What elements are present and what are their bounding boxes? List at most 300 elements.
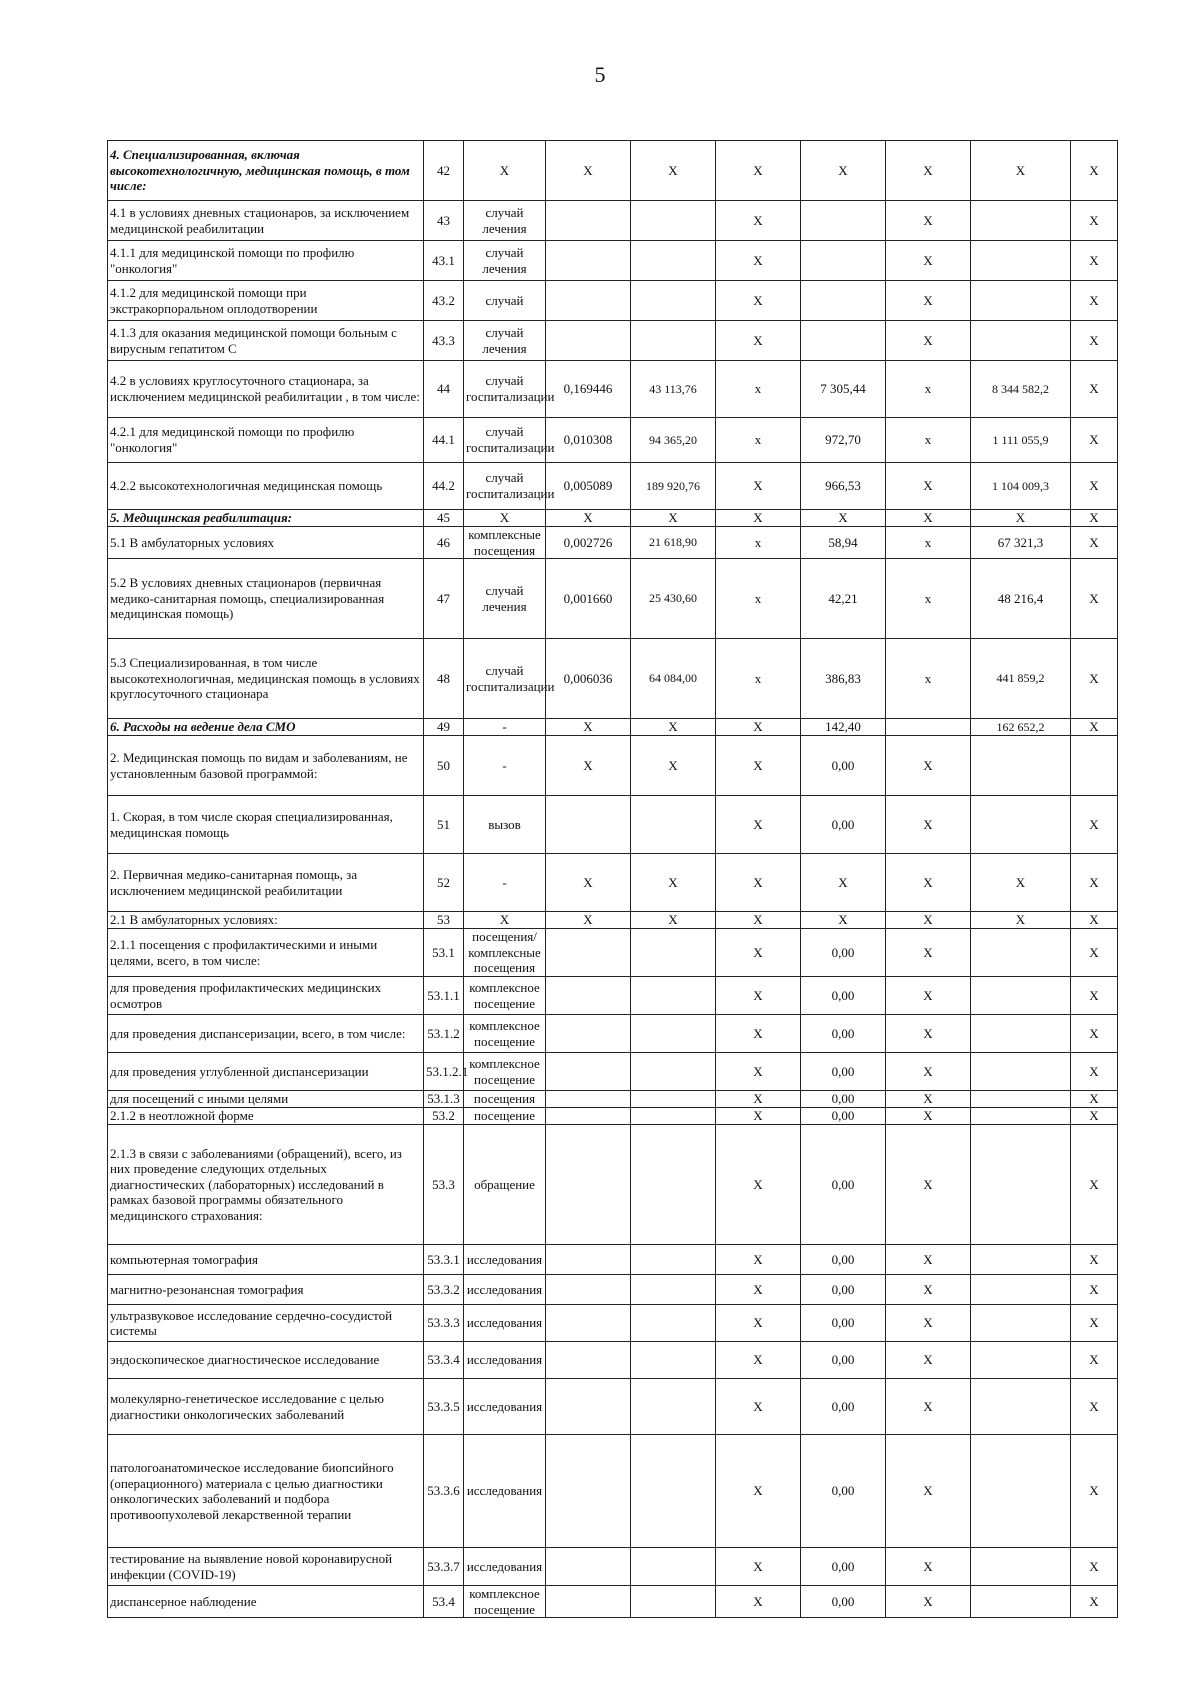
value-cell-c3: х: [716, 639, 801, 719]
row-name-cell: 5.2 В условиях дневных стационаров (первичная медико-санитарная помощь, специализированная медицинская помощь): [108, 559, 424, 639]
value-cell-c4: 972,70: [801, 418, 886, 463]
value-cell-c1: Х: [546, 736, 631, 796]
value-cell-c6: Х: [971, 141, 1071, 201]
value-cell-c3: х: [716, 527, 801, 559]
row-number-cell: 42: [424, 141, 464, 201]
value-cell-c5: Х: [886, 1091, 971, 1108]
table-row: [108, 241, 1118, 281]
row-number-cell: 52: [424, 854, 464, 912]
value-cell-c2: [631, 1245, 716, 1275]
value-cell-c3: х: [716, 559, 801, 639]
table-row: [108, 1245, 1118, 1275]
value-cell-c7: Х: [1071, 854, 1118, 912]
value-cell-c3: Х: [716, 241, 801, 281]
value-cell-c7: Х: [1071, 639, 1118, 719]
value-cell-c3: Х: [716, 1125, 801, 1245]
row-number-cell: 44: [424, 361, 464, 418]
row-name-cell: 2.1.3 в связи с заболеваниями (обращений), всего, из них проведение следующих отдельных диагностических (лабораторных) исследований в рамках базовой программы обязательного медицинского страхования:: [108, 1125, 424, 1245]
row-number-cell: 53.4: [424, 1586, 464, 1618]
value-cell-c3: Х: [716, 1275, 801, 1305]
value-cell-c3: х: [716, 361, 801, 418]
table-row: [108, 418, 1118, 463]
table-row: [108, 639, 1118, 719]
table-row: [108, 510, 1118, 527]
value-cell-c3: Х: [716, 1053, 801, 1091]
row-name-cell: тестирование на выявление новой коронавирусной инфекции (COVID-19): [108, 1548, 424, 1586]
table-row: [108, 796, 1118, 854]
table-row: [108, 361, 1118, 418]
value-cell-c1: 0,010308: [546, 418, 631, 463]
value-cell-c4: 0,00: [801, 1091, 886, 1108]
value-cell-c3: Х: [716, 1435, 801, 1548]
value-cell-c7: Х: [1071, 1435, 1118, 1548]
value-cell-c3: Х: [716, 201, 801, 241]
value-cell-c5: Х: [886, 1379, 971, 1435]
row-name-cell: 5.3 Специализированная, в том числе высокотехнологичная, медицинская помощь в условиях круглосуточного стационара: [108, 639, 424, 719]
unit-cell: случай лечения: [464, 321, 546, 361]
value-cell-c2: 25 430,60: [631, 559, 716, 639]
value-cell-c3: Х: [716, 912, 801, 929]
table-row: [108, 527, 1118, 559]
row-number-cell: 53.1.2.1: [424, 1053, 464, 1091]
value-cell-c2: [631, 1586, 716, 1618]
value-cell-c2: 21 618,90: [631, 527, 716, 559]
value-cell-c5: Х: [886, 281, 971, 321]
value-cell-c6: [971, 1015, 1071, 1053]
value-cell-c5: Х: [886, 1275, 971, 1305]
value-cell-c2: [631, 1108, 716, 1125]
table-row: [108, 1435, 1118, 1548]
value-cell-c7: Х: [1071, 719, 1118, 736]
row-name-cell: компьютерная томография: [108, 1245, 424, 1275]
row-number-cell: 50: [424, 736, 464, 796]
value-cell-c2: [631, 281, 716, 321]
unit-cell: комплексные посещения: [464, 527, 546, 559]
value-cell-c4: 0,00: [801, 1305, 886, 1342]
value-cell-c6: [971, 1342, 1071, 1379]
table-row: [108, 1275, 1118, 1305]
value-cell-c7: Х: [1071, 201, 1118, 241]
value-cell-c1: Х: [546, 854, 631, 912]
value-cell-c3: Х: [716, 141, 801, 201]
financing-table: [107, 140, 1118, 1618]
table-row: [108, 281, 1118, 321]
value-cell-c4: 0,00: [801, 1245, 886, 1275]
value-cell-c4: 0,00: [801, 1053, 886, 1091]
value-cell-c4: 0,00: [801, 1125, 886, 1245]
value-cell-c5: Х: [886, 1245, 971, 1275]
value-cell-c5: Х: [886, 796, 971, 854]
row-name-cell: 2.1.2 в неотложной форме: [108, 1108, 424, 1125]
value-cell-c5: Х: [886, 1053, 971, 1091]
table-row: [108, 977, 1118, 1015]
value-cell-c5: [886, 719, 971, 736]
value-cell-c7: Х: [1071, 1379, 1118, 1435]
row-name-cell: 4.2.1 для медицинской помощи по профилю "онкология": [108, 418, 424, 463]
value-cell-c3: Х: [716, 1245, 801, 1275]
unit-cell: исследования: [464, 1379, 546, 1435]
table-row: [108, 321, 1118, 361]
value-cell-c1: Х: [546, 719, 631, 736]
value-cell-c4: 0,00: [801, 1342, 886, 1379]
value-cell-c4: 0,00: [801, 977, 886, 1015]
value-cell-c5: Х: [886, 929, 971, 977]
value-cell-c1: [546, 281, 631, 321]
table-row: [108, 1586, 1118, 1618]
value-cell-c1: [546, 1053, 631, 1091]
value-cell-c1: 0,001660: [546, 559, 631, 639]
value-cell-c2: Х: [631, 719, 716, 736]
unit-cell: комплексное посещение: [464, 977, 546, 1015]
row-number-cell: 53.1.1: [424, 977, 464, 1015]
row-name-cell: эндоскопическое диагностическое исследование: [108, 1342, 424, 1379]
value-cell-c3: х: [716, 418, 801, 463]
value-cell-c3: Х: [716, 854, 801, 912]
row-number-cell: 46: [424, 527, 464, 559]
unit-cell: комплексное посещение: [464, 1015, 546, 1053]
unit-cell: случай госпитализации: [464, 463, 546, 510]
value-cell-c5: Х: [886, 1342, 971, 1379]
table-row: [108, 1125, 1118, 1245]
value-cell-c5: Х: [886, 1435, 971, 1548]
value-cell-c1: [546, 1548, 631, 1586]
row-number-cell: 53.3.4: [424, 1342, 464, 1379]
table-row: [108, 1015, 1118, 1053]
table-row: [108, 463, 1118, 510]
unit-cell: посещения: [464, 1091, 546, 1108]
value-cell-c6: [971, 1245, 1071, 1275]
unit-cell: случай лечения: [464, 241, 546, 281]
value-cell-c2: 43 113,76: [631, 361, 716, 418]
value-cell-c7: Х: [1071, 1342, 1118, 1379]
value-cell-c6: 1 111 055,9: [971, 418, 1071, 463]
value-cell-c1: Х: [546, 141, 631, 201]
value-cell-c1: [546, 796, 631, 854]
value-cell-c4: 386,83: [801, 639, 886, 719]
value-cell-c7: Х: [1071, 1108, 1118, 1125]
value-cell-c4: [801, 201, 886, 241]
table-row: [108, 1305, 1118, 1342]
value-cell-c4: 0,00: [801, 1108, 886, 1125]
value-cell-c1: Х: [546, 510, 631, 527]
value-cell-c2: [631, 1015, 716, 1053]
value-cell-c6: [971, 1586, 1071, 1618]
value-cell-c6: [971, 1091, 1071, 1108]
unit-cell: исследования: [464, 1342, 546, 1379]
value-cell-c3: Х: [716, 736, 801, 796]
value-cell-c5: Х: [886, 1125, 971, 1245]
unit-cell: случай лечения: [464, 201, 546, 241]
unit-cell: случай лечения: [464, 559, 546, 639]
value-cell-c3: Х: [716, 1108, 801, 1125]
value-cell-c2: [631, 1379, 716, 1435]
value-cell-c4: Х: [801, 912, 886, 929]
value-cell-c1: 0,006036: [546, 639, 631, 719]
value-cell-c3: Х: [716, 1379, 801, 1435]
value-cell-c1: 0,005089: [546, 463, 631, 510]
value-cell-c5: Х: [886, 241, 971, 281]
unit-cell: -: [464, 854, 546, 912]
value-cell-c7: Х: [1071, 418, 1118, 463]
value-cell-c2: [631, 1275, 716, 1305]
value-cell-c1: [546, 241, 631, 281]
value-cell-c4: 58,94: [801, 527, 886, 559]
value-cell-c1: [546, 1015, 631, 1053]
value-cell-c1: [546, 977, 631, 1015]
table-row: [108, 1342, 1118, 1379]
value-cell-c4: 7 305,44: [801, 361, 886, 418]
table-row: [108, 912, 1118, 929]
value-cell-c6: [971, 1053, 1071, 1091]
value-cell-c5: х: [886, 559, 971, 639]
value-cell-c4: Х: [801, 141, 886, 201]
value-cell-c6: [971, 796, 1071, 854]
value-cell-c6: [971, 1548, 1071, 1586]
value-cell-c5: Х: [886, 1015, 971, 1053]
value-cell-c1: [546, 1379, 631, 1435]
value-cell-c5: Х: [886, 1548, 971, 1586]
row-number-cell: 53: [424, 912, 464, 929]
value-cell-c2: Х: [631, 141, 716, 201]
value-cell-c2: [631, 241, 716, 281]
value-cell-c3: Х: [716, 1342, 801, 1379]
row-name-cell: 5.1 В амбулаторных условиях: [108, 527, 424, 559]
table-row: [108, 1108, 1118, 1125]
unit-cell: случай госпитализации: [464, 418, 546, 463]
table-row: [108, 201, 1118, 241]
row-number-cell: 53.1: [424, 929, 464, 977]
row-name-cell: 2.1 В амбулаторных условиях:: [108, 912, 424, 929]
value-cell-c7: Х: [1071, 1053, 1118, 1091]
row-name-cell: 4.1 в условиях дневных стационаров, за исключением медицинской реабилитации: [108, 201, 424, 241]
value-cell-c3: Х: [716, 719, 801, 736]
row-name-cell: 4. Специализированная, включая высокотехнологичную, медицинская помощь, в том числе:: [108, 141, 424, 201]
value-cell-c1: [546, 1586, 631, 1618]
row-number-cell: 53.2: [424, 1108, 464, 1125]
row-number-cell: 43.2: [424, 281, 464, 321]
value-cell-c6: Х: [971, 854, 1071, 912]
value-cell-c2: [631, 1053, 716, 1091]
value-cell-c1: [546, 1305, 631, 1342]
unit-cell: -: [464, 736, 546, 796]
value-cell-c4: 0,00: [801, 736, 886, 796]
row-number-cell: 53.1.3: [424, 1091, 464, 1108]
value-cell-c2: Х: [631, 736, 716, 796]
value-cell-c5: Х: [886, 912, 971, 929]
value-cell-c1: [546, 1342, 631, 1379]
value-cell-c7: Х: [1071, 463, 1118, 510]
value-cell-c2: 189 920,76: [631, 463, 716, 510]
value-cell-c2: 94 365,20: [631, 418, 716, 463]
value-cell-c4: 0,00: [801, 796, 886, 854]
value-cell-c2: [631, 1435, 716, 1548]
value-cell-c2: [631, 201, 716, 241]
unit-cell: Х: [464, 141, 546, 201]
value-cell-c7: Х: [1071, 281, 1118, 321]
value-cell-c5: х: [886, 361, 971, 418]
value-cell-c5: Х: [886, 854, 971, 912]
value-cell-c1: [546, 929, 631, 977]
unit-cell: Х: [464, 510, 546, 527]
value-cell-c3: Х: [716, 1548, 801, 1586]
value-cell-c3: Х: [716, 281, 801, 321]
value-cell-c7: Х: [1071, 977, 1118, 1015]
value-cell-c4: 966,53: [801, 463, 886, 510]
value-cell-c7: Х: [1071, 241, 1118, 281]
page-number: 5: [594, 62, 606, 87]
value-cell-c1: [546, 1125, 631, 1245]
value-cell-c5: х: [886, 418, 971, 463]
value-cell-c1: [546, 1245, 631, 1275]
value-cell-c7: Х: [1071, 321, 1118, 361]
unit-cell: случай: [464, 281, 546, 321]
row-number-cell: 49: [424, 719, 464, 736]
table-row: [108, 141, 1118, 201]
value-cell-c1: 0,002726: [546, 527, 631, 559]
value-cell-c7: Х: [1071, 1305, 1118, 1342]
value-cell-c1: [546, 201, 631, 241]
value-cell-c7: Х: [1071, 559, 1118, 639]
value-cell-c1: [546, 1275, 631, 1305]
value-cell-c6: 67 321,3: [971, 527, 1071, 559]
value-cell-c2: [631, 929, 716, 977]
table-row: [108, 559, 1118, 639]
table-row: [108, 929, 1118, 977]
value-cell-c5: х: [886, 639, 971, 719]
value-cell-c7: Х: [1071, 1275, 1118, 1305]
value-cell-c2: Х: [631, 510, 716, 527]
table-body: [108, 141, 1118, 1618]
value-cell-c1: [546, 321, 631, 361]
row-name-cell: 2. Первичная медико-санитарная помощь, за исключением медицинской реабилитации: [108, 854, 424, 912]
row-name-cell: 4.1.1 для медицинской помощи по профилю "онкология": [108, 241, 424, 281]
value-cell-c7: Х: [1071, 527, 1118, 559]
unit-cell: исследования: [464, 1275, 546, 1305]
value-cell-c7: Х: [1071, 796, 1118, 854]
row-name-cell: патологоанатомическое исследование биопсийного (операционного) материала с целью диагностики онкологических заболеваний и подбора противоопухолевой лекарственной терапии: [108, 1435, 424, 1548]
row-number-cell: 48: [424, 639, 464, 719]
value-cell-c2: [631, 977, 716, 1015]
value-cell-c7: Х: [1071, 1548, 1118, 1586]
value-cell-c4: 0,00: [801, 1015, 886, 1053]
unit-cell: исследования: [464, 1548, 546, 1586]
value-cell-c5: Х: [886, 1108, 971, 1125]
row-number-cell: 53.3.3: [424, 1305, 464, 1342]
value-cell-c7: Х: [1071, 1015, 1118, 1053]
row-name-cell: молекулярно-генетическое исследование с целью диагностики онкологических заболеваний: [108, 1379, 424, 1435]
table-row: [108, 719, 1118, 736]
value-cell-c2: [631, 1342, 716, 1379]
value-cell-c6: [971, 1435, 1071, 1548]
value-cell-c7: Х: [1071, 361, 1118, 418]
value-cell-c6: [971, 241, 1071, 281]
row-number-cell: 45: [424, 510, 464, 527]
value-cell-c6: Х: [971, 510, 1071, 527]
value-cell-c4: 0,00: [801, 929, 886, 977]
row-number-cell: 53.1.2: [424, 1015, 464, 1053]
table-row: [108, 1379, 1118, 1435]
row-name-cell: диспансерное наблюдение: [108, 1586, 424, 1618]
value-cell-c3: Х: [716, 796, 801, 854]
row-number-cell: 43.3: [424, 321, 464, 361]
unit-cell: исследования: [464, 1305, 546, 1342]
value-cell-c6: [971, 1108, 1071, 1125]
value-cell-c3: Х: [716, 321, 801, 361]
value-cell-c3: Х: [716, 929, 801, 977]
value-cell-c4: 0,00: [801, 1435, 886, 1548]
row-number-cell: 47: [424, 559, 464, 639]
value-cell-c7: [1071, 736, 1118, 796]
value-cell-c3: Х: [716, 1015, 801, 1053]
unit-cell: Х: [464, 912, 546, 929]
value-cell-c4: 0,00: [801, 1586, 886, 1618]
value-cell-c3: Х: [716, 977, 801, 1015]
row-name-cell: 6. Расходы на ведение дела СМО: [108, 719, 424, 736]
row-number-cell: 51: [424, 796, 464, 854]
row-number-cell: 53.3.7: [424, 1548, 464, 1586]
row-name-cell: 4.2.2 высокотехнологичная медицинская помощь: [108, 463, 424, 510]
row-name-cell: для проведения диспансеризации, всего, в том числе:: [108, 1015, 424, 1053]
value-cell-c2: [631, 796, 716, 854]
unit-cell: исследования: [464, 1245, 546, 1275]
value-cell-c6: [971, 929, 1071, 977]
value-cell-c5: х: [886, 527, 971, 559]
unit-cell: случай госпитализации: [464, 639, 546, 719]
value-cell-c2: Х: [631, 912, 716, 929]
value-cell-c6: [971, 321, 1071, 361]
row-name-cell: 4.1.3 для оказания медицинской помощи больным с вирусным гепатитом С: [108, 321, 424, 361]
row-number-cell: 53.3.2: [424, 1275, 464, 1305]
value-cell-c2: [631, 1548, 716, 1586]
unit-cell: случай госпитализации: [464, 361, 546, 418]
value-cell-c6: 441 859,2: [971, 639, 1071, 719]
value-cell-c1: [546, 1108, 631, 1125]
value-cell-c5: Х: [886, 510, 971, 527]
unit-cell: исследования: [464, 1435, 546, 1548]
value-cell-c2: [631, 321, 716, 361]
value-cell-c7: Х: [1071, 1125, 1118, 1245]
value-cell-c7: Х: [1071, 929, 1118, 977]
value-cell-c4: 142,40: [801, 719, 886, 736]
row-number-cell: 53.3.1: [424, 1245, 464, 1275]
row-number-cell: 53.3.6: [424, 1435, 464, 1548]
value-cell-c7: Х: [1071, 1586, 1118, 1618]
value-cell-c4: 0,00: [801, 1275, 886, 1305]
value-cell-c6: [971, 977, 1071, 1015]
value-cell-c3: Х: [716, 1091, 801, 1108]
row-number-cell: 43: [424, 201, 464, 241]
value-cell-c4: Х: [801, 510, 886, 527]
value-cell-c5: Х: [886, 1305, 971, 1342]
unit-cell: вызов: [464, 796, 546, 854]
table-row: [108, 1548, 1118, 1586]
value-cell-c2: 64 084,00: [631, 639, 716, 719]
value-cell-c5: Х: [886, 321, 971, 361]
unit-cell: посещения/комплексные посещения: [464, 929, 546, 977]
unit-cell: -: [464, 719, 546, 736]
row-number-cell: 44.2: [424, 463, 464, 510]
value-cell-c6: [971, 1379, 1071, 1435]
value-cell-c6: [971, 281, 1071, 321]
value-cell-c7: Х: [1071, 1091, 1118, 1108]
value-cell-c3: Х: [716, 1305, 801, 1342]
value-cell-c6: Х: [971, 912, 1071, 929]
value-cell-c7: Х: [1071, 912, 1118, 929]
table-row: [108, 1091, 1118, 1108]
value-cell-c4: Х: [801, 854, 886, 912]
row-name-cell: 2.1.1 посещения с профилактическими и иными целями, всего, в том числе:: [108, 929, 424, 977]
row-number-cell: 43.1: [424, 241, 464, 281]
